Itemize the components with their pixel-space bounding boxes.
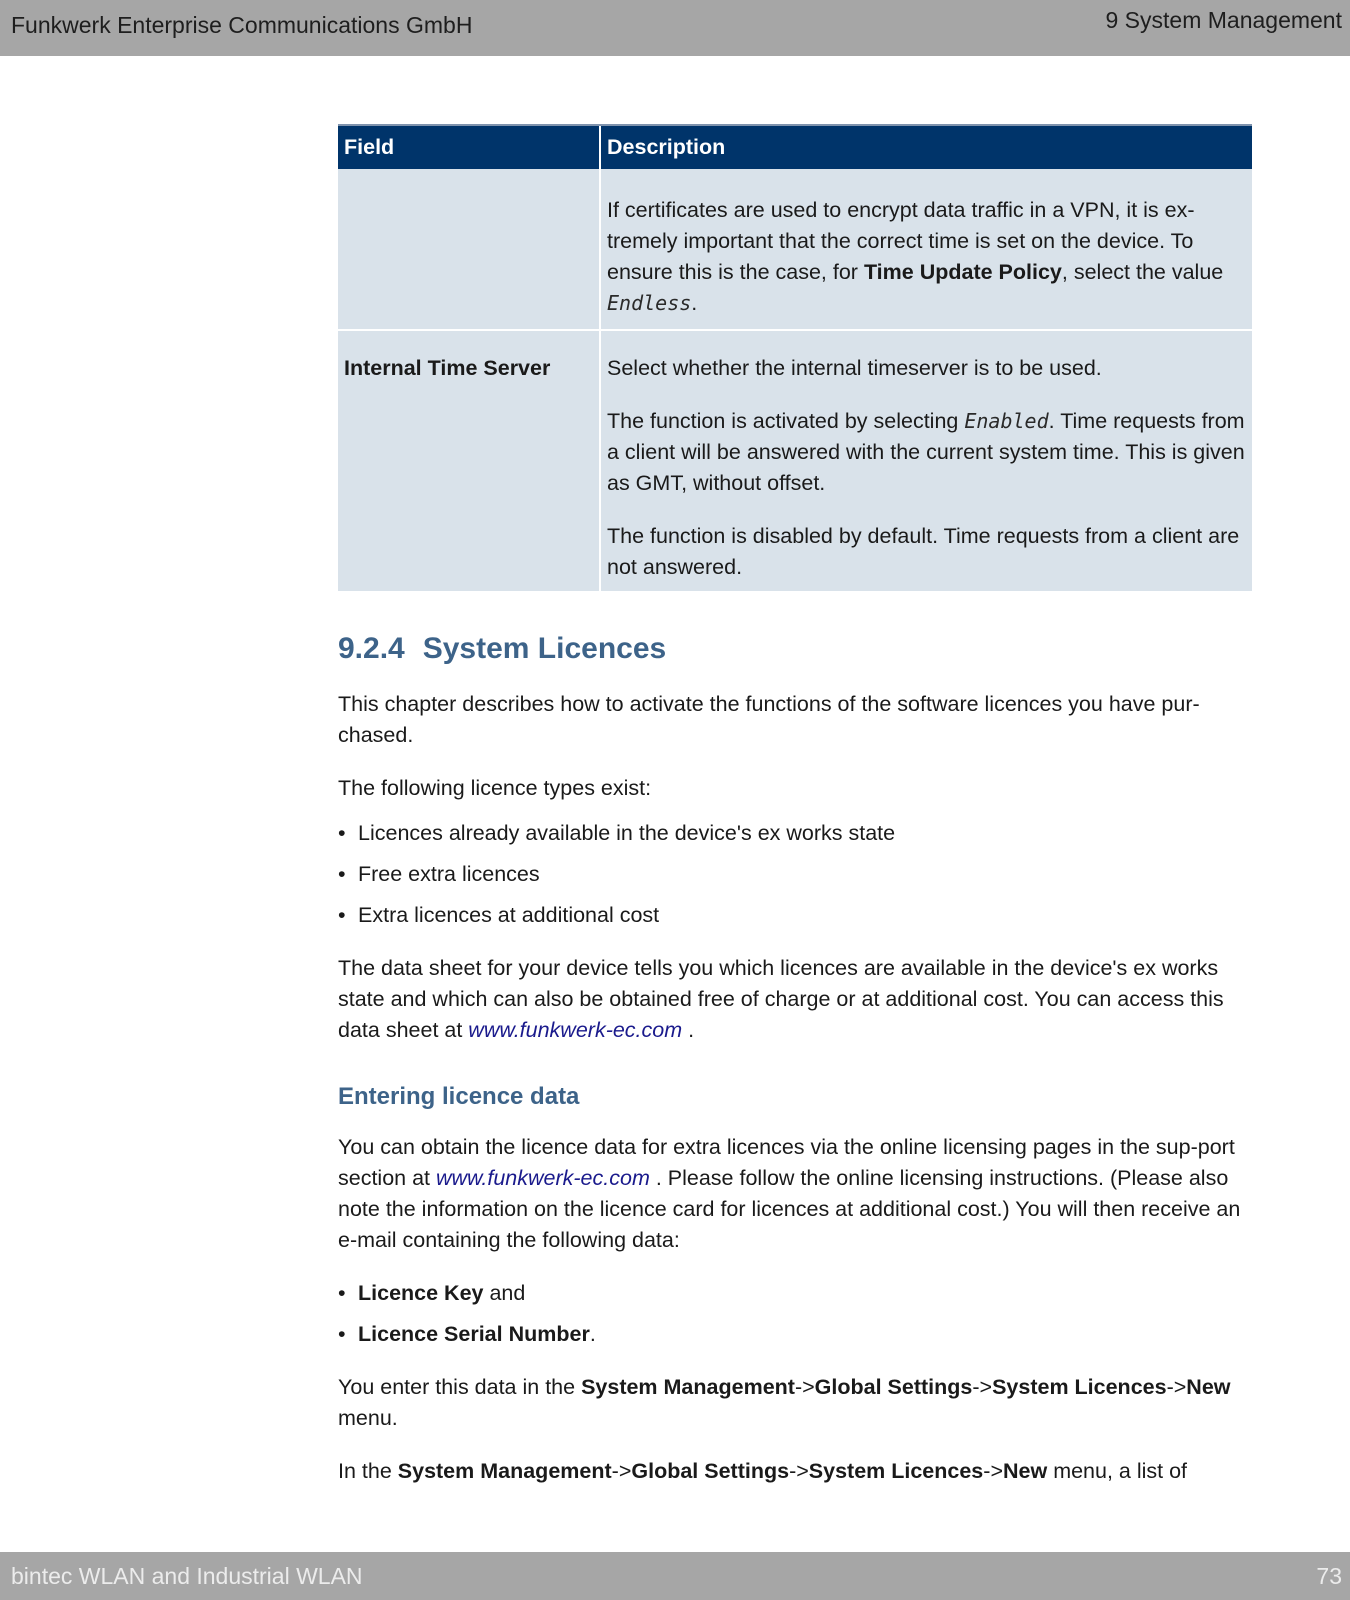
website-link[interactable]: www.funkwerk-ec.com — [468, 1018, 683, 1042]
menu-path-paragraph — [338, 1456, 1252, 1487]
text-run: In the — [338, 1459, 398, 1483]
list-item: • Extra licences at additional cost — [338, 900, 1252, 931]
option-value: Endless — [607, 291, 692, 315]
text-run: The data sheet for your device tells you which licences are available in the device's ex works state and which can also be obtained free of charge or at additional cost. You can access this data sheet at — [338, 956, 1224, 1042]
datasheet-paragraph — [338, 953, 1252, 1046]
licence-types-list — [338, 818, 1252, 931]
menu-path-item: Global Settings — [814, 1375, 973, 1399]
list-item — [338, 1319, 1252, 1350]
text-run: The function is activated by selecting — [607, 409, 965, 433]
menu-arrow: -> — [972, 1375, 993, 1399]
page-header — [0, 0, 1350, 56]
bold-term: Time Update Policy — [863, 260, 1062, 284]
table-row — [338, 330, 1252, 591]
menu-path-paragraph — [338, 1372, 1252, 1434]
menu-path-item: New — [1003, 1459, 1048, 1483]
field-cell — [338, 169, 600, 330]
field-cell: Internal Time Server — [338, 330, 600, 591]
bold-term: Licence Serial Number — [358, 1322, 590, 1346]
footer-page-number: 73 — [1316, 1563, 1342, 1589]
page-footer — [0, 1552, 1350, 1600]
text-run: You can obtain the licence data for extra licences via the online licensing pages in the sup-port section at — [338, 1135, 1235, 1190]
menu-path-item: System Management — [581, 1375, 795, 1399]
section-title: System Licences — [422, 632, 667, 665]
menu-arrow: -> — [1166, 1375, 1187, 1399]
bold-term: Licence Key — [358, 1281, 484, 1305]
text-run: menu. — [338, 1406, 398, 1430]
description-paragraph — [607, 195, 1246, 319]
website-link[interactable]: www.funkwerk-ec.com — [436, 1166, 650, 1190]
text-run: . Time requests from a client will be answered with the current system time. This is given as GMT, without offset. — [607, 409, 1245, 495]
text-run: . Please follow the online licensing instructions. (Please also note the information on the licence card for licences at additional cost.) You will then receive an e-mail containing the following data: — [338, 1166, 1241, 1252]
menu-arrow: -> — [794, 1375, 815, 1399]
description-paragraph: Select whether the internal timeserver is to be used. — [607, 356, 1102, 380]
menu-path-item: System Licences — [808, 1459, 984, 1483]
menu-arrow: -> — [611, 1459, 632, 1483]
menu-arrow: -> — [983, 1459, 1003, 1483]
description-paragraph — [607, 406, 1246, 499]
text-run: menu, a list of — [1047, 1459, 1188, 1483]
header-company: Funkwerk Enterprise Communications GmbH — [11, 12, 473, 38]
option-value: Enabled — [964, 409, 1049, 433]
licence-data-paragraph — [338, 1132, 1252, 1256]
licence-types-intro: The following licence types exist: — [338, 776, 652, 800]
list-item: • Licences already available in the device's ex works state — [338, 818, 1252, 849]
description-cell — [600, 330, 1252, 591]
menu-arrow: -> — [789, 1459, 809, 1483]
section-heading — [338, 629, 1252, 669]
field-description-table — [338, 124, 1252, 591]
section-intro: This chapter describes how to activate the functions of the software licences you have pur-chased. — [338, 692, 1200, 747]
text-run: . — [589, 1322, 596, 1346]
menu-path-item: New — [1186, 1375, 1231, 1399]
list-item: • Free extra licences — [338, 859, 1252, 890]
footer-product: bintec WLAN and Industrial WLAN — [11, 1563, 363, 1589]
text-run: . — [682, 1018, 695, 1042]
header-chapter: 9 System Management — [1105, 7, 1342, 33]
column-header-description: Description — [600, 125, 1252, 169]
text-run: , select the value — [1061, 260, 1224, 284]
table-header-row — [338, 125, 1252, 169]
menu-path-item: System Management — [397, 1459, 612, 1483]
text-run: and — [483, 1281, 526, 1305]
text-run: . — [691, 291, 698, 315]
text-run: You enter this data in the — [338, 1375, 582, 1399]
section-number: 9.2.4 — [338, 632, 405, 665]
text-run: If certificates are used to encrypt data traffic in a VPN, it is ex-tremely important that the correct time is set on the device. To ensure this is the case, for — [607, 198, 1195, 284]
document-body — [338, 124, 1252, 1509]
table-row — [338, 169, 1252, 330]
subsection-heading: Entering licence data — [338, 1083, 580, 1110]
licence-data-list — [338, 1278, 1252, 1350]
menu-path-item: Global Settings — [631, 1459, 790, 1483]
menu-path-item: System Licences — [992, 1375, 1167, 1399]
description-paragraph: The function is disabled by default. Time requests from a client are not answered. — [607, 524, 1240, 579]
description-cell — [600, 169, 1252, 330]
list-item — [338, 1278, 1252, 1309]
column-header-field: Field — [338, 125, 600, 169]
